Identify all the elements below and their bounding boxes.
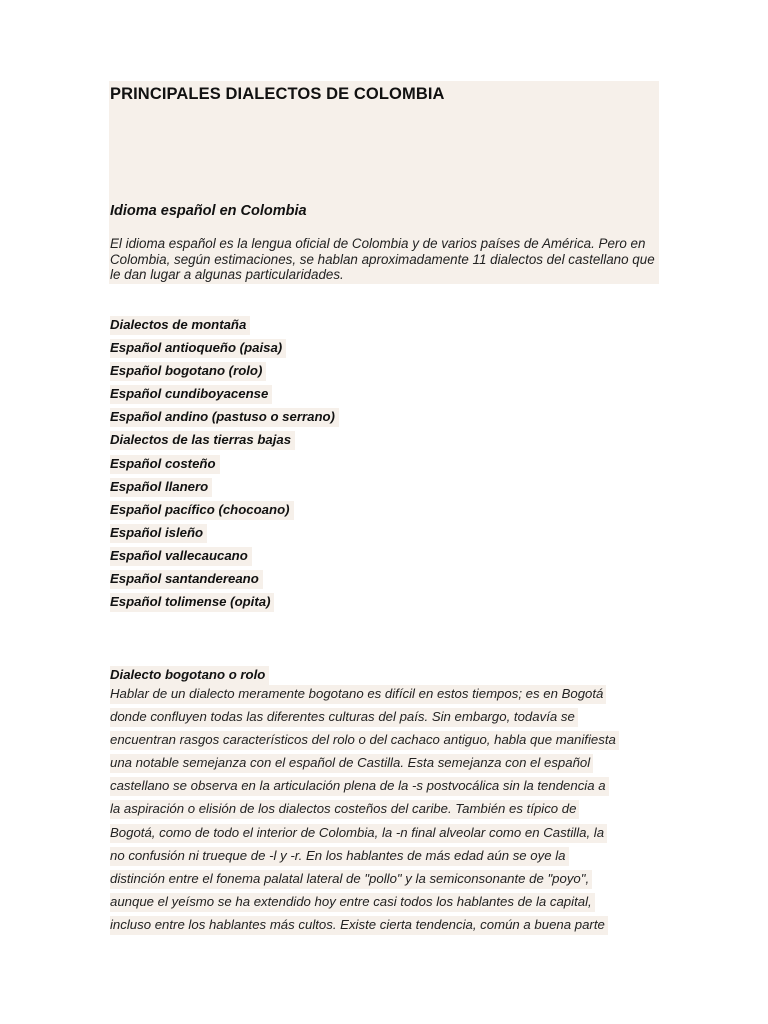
text-line-content: Hablar de un dialecto meramente bogotano es difícil en estos tiempos; es en Bogotá xyxy=(110,685,606,704)
list-item xyxy=(110,570,339,593)
list-item xyxy=(110,431,339,454)
dialect-label: Español tolimense (opita) xyxy=(110,593,274,612)
dialect-label: Español vallecaucano xyxy=(110,547,252,566)
text-line xyxy=(110,777,619,800)
dialect-label: Español llanero xyxy=(110,478,212,497)
text-line xyxy=(110,870,619,893)
text-line-content: encuentran rasgos característicos del rolo o del cachaco antiguo, habla que manifiesta xyxy=(110,731,619,750)
rolo-heading-text: Dialecto bogotano o rolo xyxy=(110,666,269,685)
list-item xyxy=(110,339,339,362)
list-item xyxy=(110,547,339,570)
list-item xyxy=(110,455,339,478)
dialect-label: Español andino (pastuso o serrano) xyxy=(110,408,339,427)
text-line xyxy=(110,731,619,754)
text-line-content: donde confluyen todas las diferentes culturas del país. Sin embargo, todavía se xyxy=(110,708,578,727)
text-line-content: incluso entre los hablantes más cultos. Existe cierta tendencia, común a buena parte xyxy=(110,916,608,935)
dialect-label: Español cundiboyacense xyxy=(110,385,272,404)
list-item xyxy=(110,501,339,524)
text-line xyxy=(110,893,619,916)
rolo-section-heading xyxy=(110,662,269,685)
dialect-label: Dialectos de las tierras bajas xyxy=(110,431,295,450)
text-line xyxy=(110,754,619,777)
list-item xyxy=(110,524,339,547)
text-line-content: aunque el yeísmo se ha extendido hoy entre casi todos los hablantes de la capital, xyxy=(110,893,595,912)
list-item xyxy=(110,593,339,616)
dialect-label: Español costeño xyxy=(110,455,220,474)
intro-paragraph: El idioma español es la lengua oficial de Colombia y de varios países de América. Pero en Colombia, según estimaciones, se hablan aproximadamente 11 dialectos del castellano que le dan lugar a algunas particularidades. xyxy=(110,236,655,282)
dialect-label: Español isleño xyxy=(110,524,207,543)
text-line-content: no confusión ni trueque de -l y -r. En los hablantes de más edad aún se oye la xyxy=(110,847,569,866)
dialect-label: Español antioqueño (paisa) xyxy=(110,339,286,358)
list-item xyxy=(110,362,339,385)
dialect-list xyxy=(110,316,339,616)
list-item xyxy=(110,316,339,339)
text-line-content: distinción entre el fonema palatal lateral de "pollo" y la semiconsonante de "poyo", xyxy=(110,870,592,889)
text-line-content: la aspiración o elisión de los dialectos costeños del caribe. También es típico de xyxy=(110,800,579,819)
section-heading: Idioma español en Colombia xyxy=(110,203,307,219)
text-line xyxy=(110,800,619,823)
text-line xyxy=(110,824,619,847)
dialect-label: Español bogotano (rolo) xyxy=(110,362,266,381)
list-item xyxy=(110,385,339,408)
text-line-content: Bogotá, como de todo el interior de Colombia, la -n final alveolar como en Castilla, la xyxy=(110,824,607,843)
list-item xyxy=(110,408,339,431)
text-line xyxy=(110,685,619,708)
document-title: PRINCIPALES DIALECTOS DE COLOMBIA xyxy=(110,85,445,103)
text-line xyxy=(110,708,619,731)
dialect-label: Dialectos de montaña xyxy=(110,316,250,335)
text-line-content: castellano se observa en la articulación plena de la -s postvocálica sin la tendencia a xyxy=(110,777,609,796)
rolo-paragraph xyxy=(110,685,619,939)
dialect-label: Español pacífico (chocoano) xyxy=(110,501,294,520)
dialect-label: Español santandereano xyxy=(110,570,263,589)
list-item xyxy=(110,478,339,501)
text-line xyxy=(110,916,619,939)
text-line xyxy=(110,847,619,870)
text-line-content: una notable semejanza con el español de Castilla. Esta semejanza con el español xyxy=(110,754,593,773)
